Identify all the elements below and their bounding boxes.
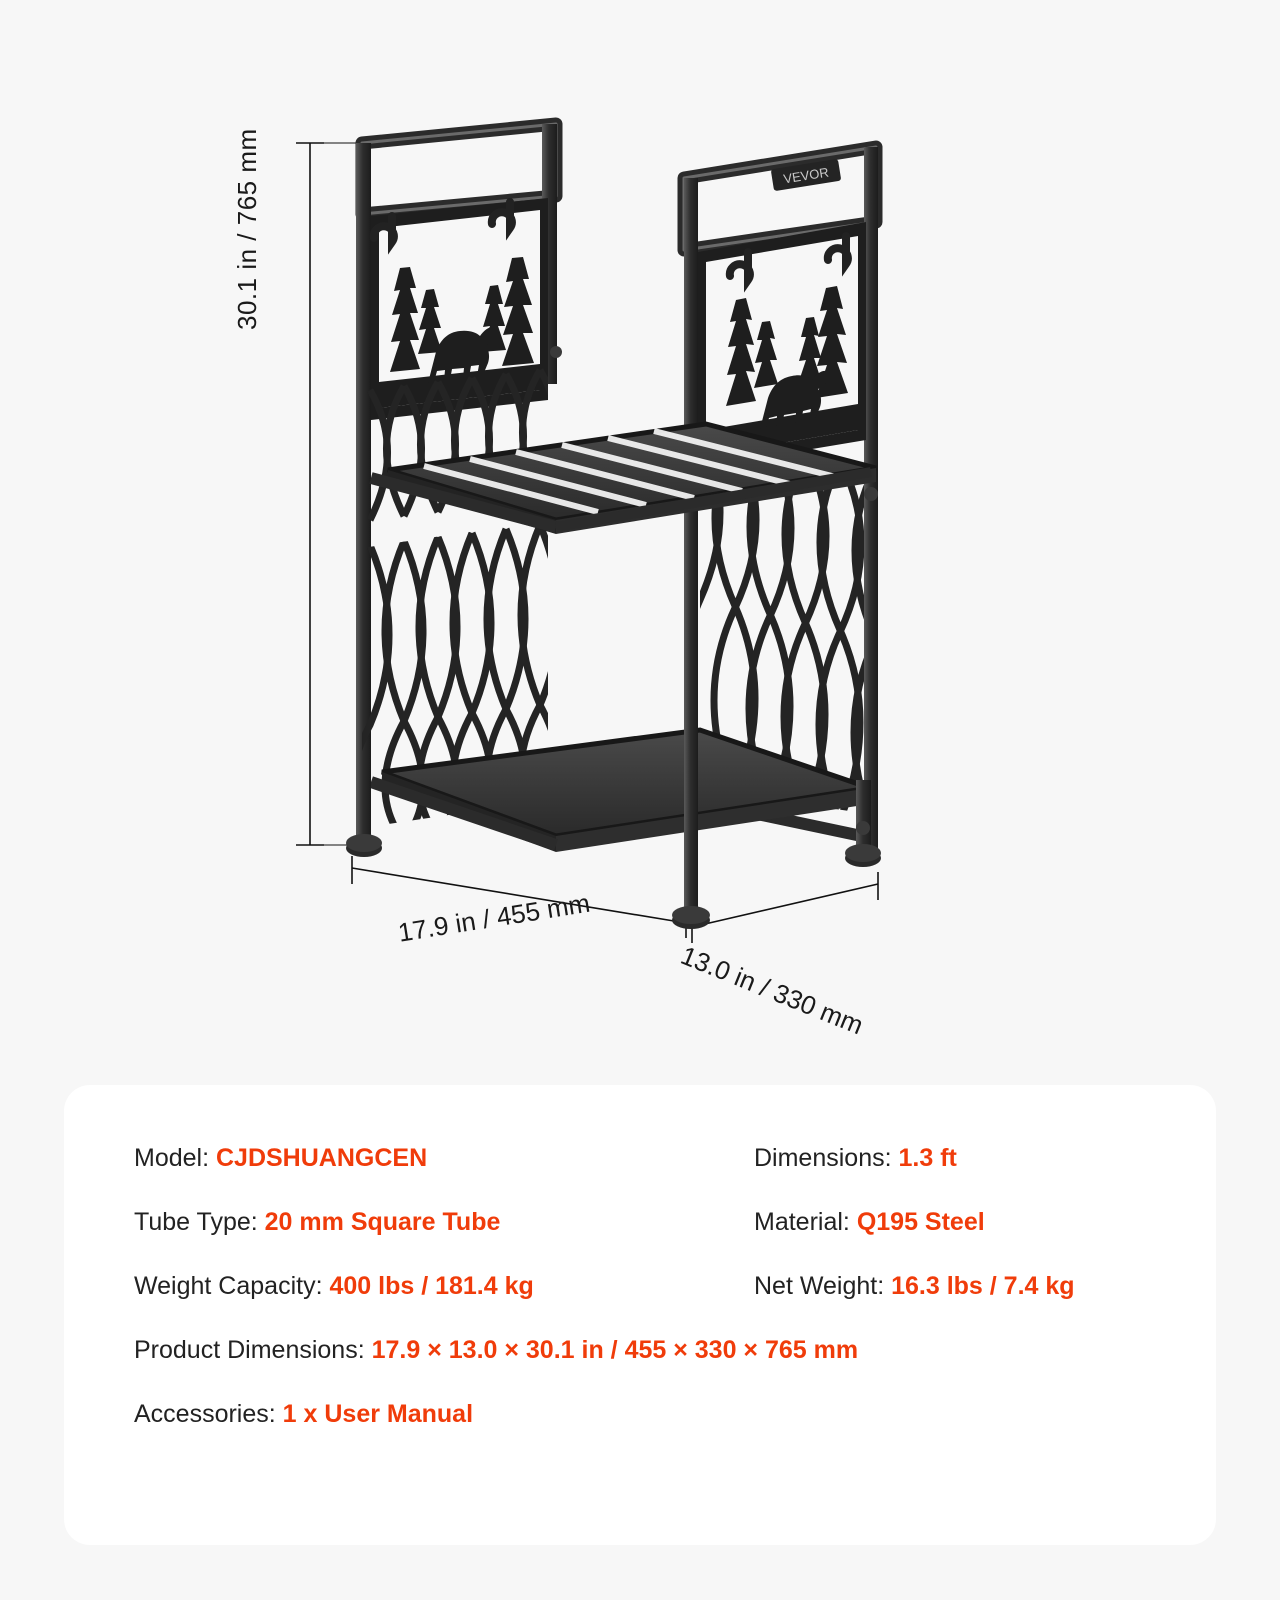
spec-net-weight-key: Net Weight: xyxy=(754,1272,885,1300)
spec-weight-capacity-key: Weight Capacity: xyxy=(134,1272,323,1300)
brand-logo-text: VEVOR xyxy=(782,164,830,187)
spec-material xyxy=(754,1207,1146,1237)
spec-weight-capacity xyxy=(134,1271,754,1301)
dimension-height-label: 30.1 in / 765 mm xyxy=(232,128,262,330)
spec-tube-type-value: 20 mm Square Tube xyxy=(264,1208,501,1236)
spec-net-weight-value: 16.3 lbs / 7.4 kg xyxy=(891,1272,1075,1300)
spec-accessories-value: 1 x User Manual xyxy=(282,1400,474,1428)
spec-model-key: Model: xyxy=(134,1144,210,1172)
spec-weight-capacity-value: 400 lbs / 181.4 kg xyxy=(329,1272,534,1300)
spec-dimensions-value: 1.3 ft xyxy=(898,1144,957,1172)
spec-material-key: Material: xyxy=(754,1208,850,1236)
specifications-grid xyxy=(134,1143,1146,1429)
spec-dimensions xyxy=(754,1143,1146,1173)
spec-tube-type-key: Tube Type: xyxy=(134,1208,258,1236)
spec-model xyxy=(134,1143,754,1173)
dimension-width-label: 17.9 in / 455 mm xyxy=(396,887,592,948)
spec-dimensions-key: Dimensions: xyxy=(754,1144,892,1172)
spec-tube-type xyxy=(134,1207,754,1237)
specifications-card xyxy=(64,1085,1216,1545)
dimension-depth-label: 13.0 in / 330 mm xyxy=(676,940,868,1041)
spec-model-value: CJDSHUANGCEN xyxy=(216,1144,428,1172)
spec-product-dimensions-key: Product Dimensions: xyxy=(134,1336,365,1364)
spec-accessories xyxy=(134,1399,1146,1429)
spec-accessories-key: Accessories: xyxy=(134,1400,276,1428)
bottom-shelf xyxy=(371,730,870,852)
spec-material-value: Q195 Steel xyxy=(856,1208,985,1236)
spec-product-dimensions xyxy=(134,1335,1146,1365)
spec-product-dimensions-value: 17.9 × 13.0 × 30.1 in / 455 × 330 × 765 mm xyxy=(371,1336,859,1364)
bear-silhouette-left xyxy=(371,198,548,420)
spec-net-weight xyxy=(754,1271,1146,1301)
